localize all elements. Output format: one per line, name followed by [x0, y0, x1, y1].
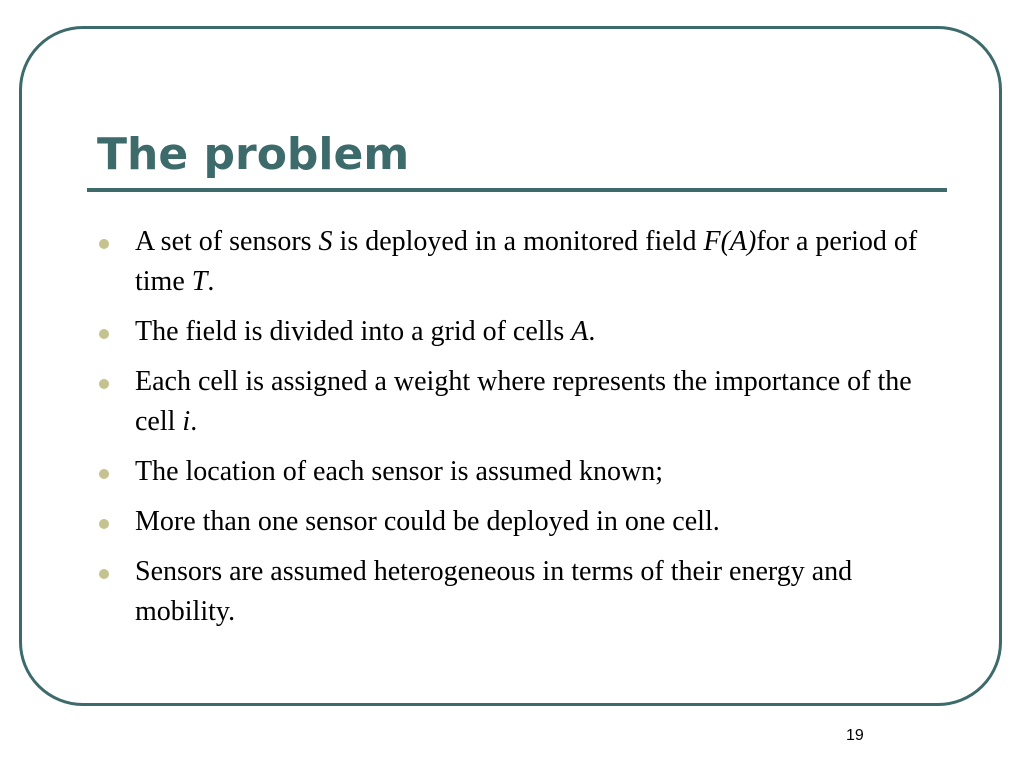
- bullet-icon: [99, 239, 109, 249]
- symbol-s: S: [318, 226, 333, 257]
- bullet-item: [94, 502, 924, 542]
- bullet-item: [94, 452, 924, 492]
- title-underline: [87, 188, 947, 192]
- symbol-a: A: [571, 316, 589, 347]
- bullet-text: Sensors are assumed heterogeneous in terms of their energy and mobility.: [135, 556, 853, 627]
- bullet-text: is deployed in a monitored field: [332, 226, 704, 257]
- slide-title: The problem: [97, 129, 410, 180]
- bullet-text: .: [588, 316, 596, 347]
- bullet-text: A set of sensors: [135, 226, 319, 257]
- bullet-icon: [99, 379, 109, 389]
- bullet-icon: [99, 569, 109, 579]
- bullet-icon: [99, 469, 109, 479]
- bullet-item: [94, 312, 924, 352]
- bullet-icon: [99, 519, 109, 529]
- bullet-list: [94, 222, 924, 642]
- symbol-i: i: [182, 406, 191, 437]
- symbol-fa: F(A): [703, 226, 757, 257]
- bullet-text: The location of each sensor is assumed known;: [135, 456, 663, 487]
- symbol-t: T: [191, 266, 208, 297]
- bullet-text: for a period of time: [135, 226, 918, 297]
- bullet-item: [94, 362, 924, 442]
- bullet-text: More than one sensor could be deployed in one cell.: [135, 506, 720, 537]
- bullet-text: The field is divided into a grid of cells: [135, 316, 572, 347]
- bullet-item: [94, 552, 924, 632]
- bullet-icon: [99, 329, 109, 339]
- bullet-text: Each cell is assigned a weight where represents the importance of the cell: [135, 366, 912, 437]
- page-number: 19: [846, 727, 864, 744]
- bullet-text: .: [207, 266, 215, 297]
- bullet-item: [94, 222, 924, 302]
- bullet-text: .: [190, 406, 198, 437]
